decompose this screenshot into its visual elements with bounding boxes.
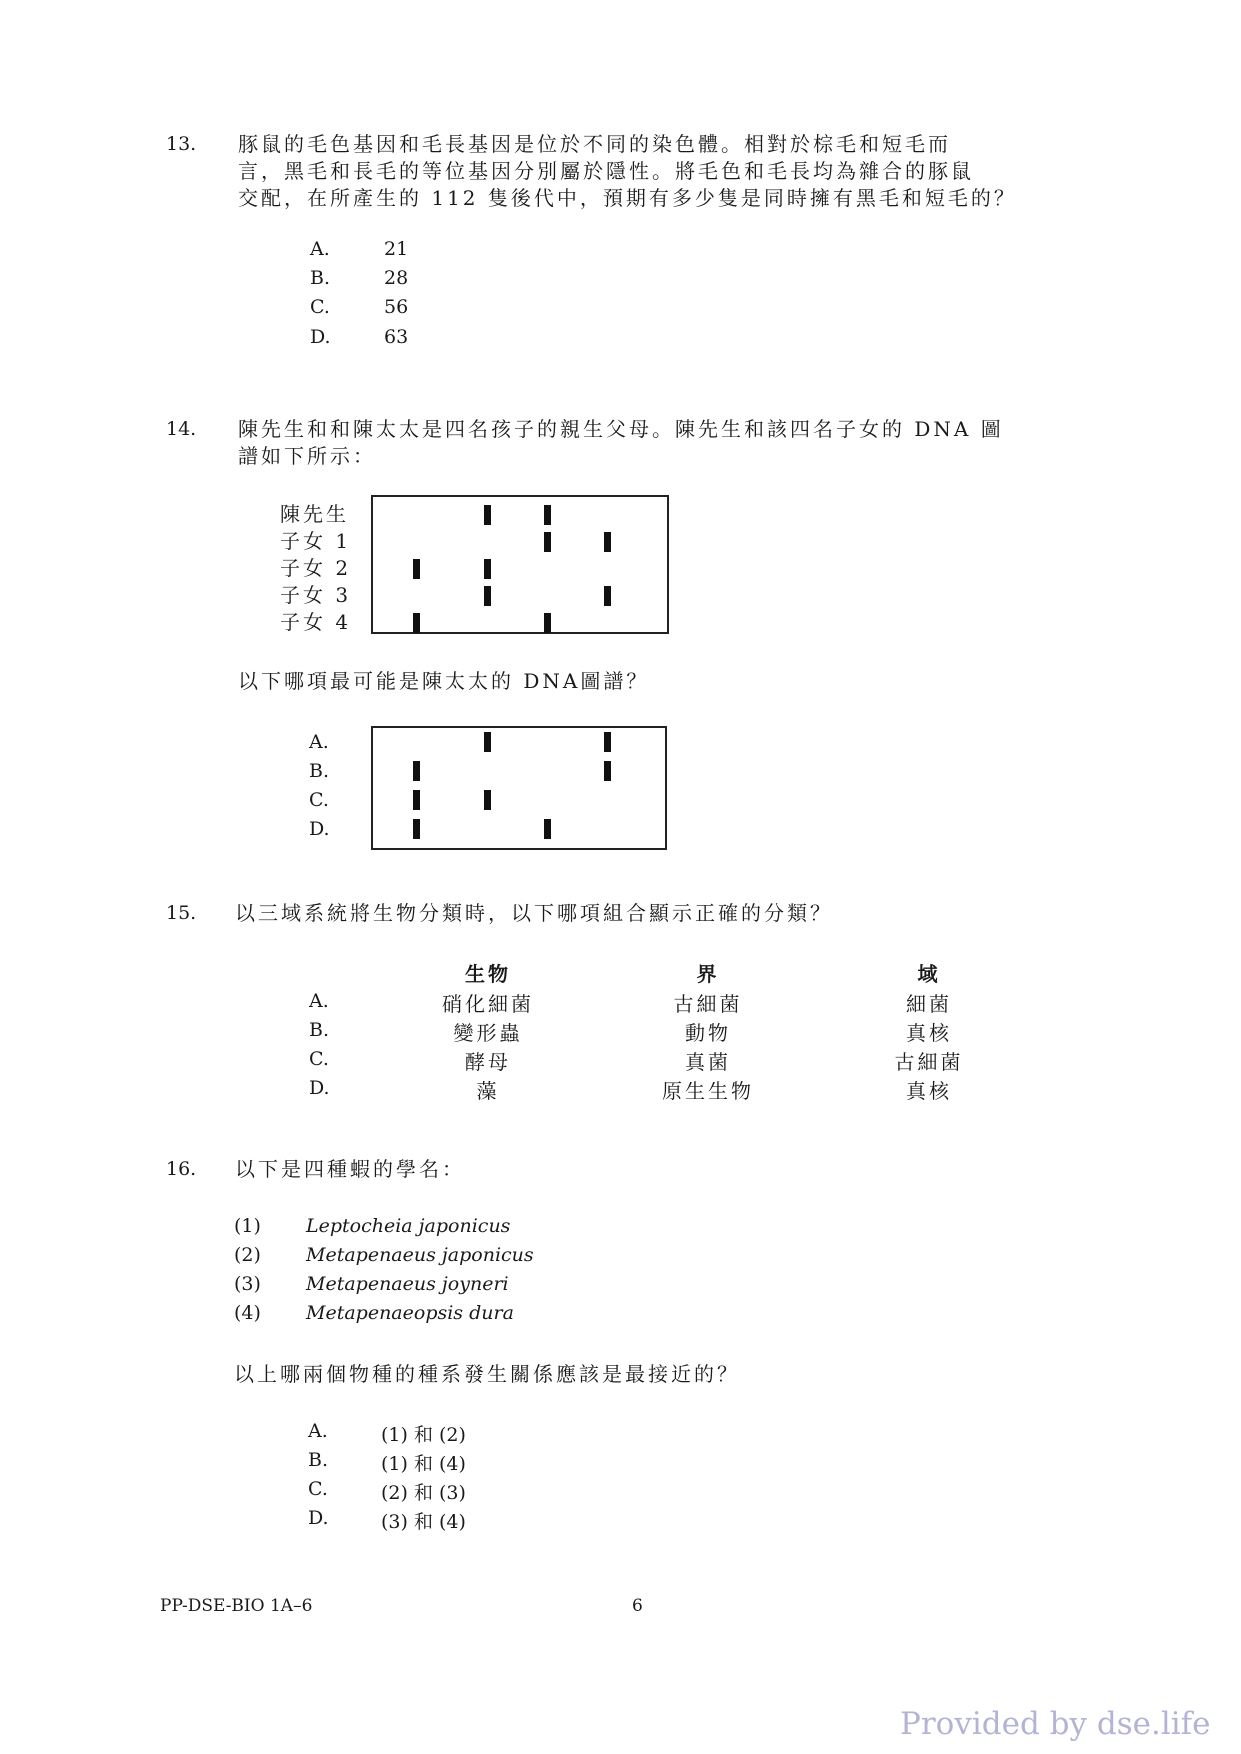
q16-option-c-value: (2) 和 (3): [381, 1482, 466, 1504]
dna-profile-gel: [371, 495, 669, 634]
gel-row-label: 子女 4: [280, 610, 352, 634]
q14-option-label: A.: [309, 731, 329, 753]
q15-cell: 酵母: [465, 1050, 511, 1074]
gel-row-label: 陳先生: [280, 502, 349, 526]
q15-cell: 原生生物: [662, 1079, 754, 1103]
q16-option-b-value: (1) 和 (4): [381, 1453, 466, 1475]
q13-text-line-2: 言，黑毛和長毛的等位基因分別屬於隱性。將毛色和毛長均為雜合的豚鼠: [238, 159, 974, 183]
q13-number: 13.: [166, 133, 197, 155]
species-number: (2): [234, 1244, 261, 1266]
species-name: Metapenaeus japonicus: [306, 1244, 534, 1266]
dna-band: [413, 613, 420, 633]
q15-text: 以三域系統將生物分類時，以下哪項組合顯示正確的分類？: [235, 901, 833, 925]
q15-row-label: A.: [309, 990, 329, 1012]
dna-band: [484, 732, 491, 752]
dna-band: [484, 790, 491, 810]
q15-cell: 硝化細菌: [442, 992, 534, 1016]
q16-option-c-label: C.: [308, 1478, 328, 1500]
dna-options-gel: [371, 726, 667, 850]
q16-prompt: 以上哪兩個物種的種系發生關係應該是最接近的？: [234, 1362, 740, 1386]
dna-band: [544, 532, 551, 552]
paper-code: PP-DSE-BIO 1A–6: [160, 1596, 313, 1616]
q15-cell: 古細菌: [673, 992, 743, 1016]
species-name: Metapenaeus joyneri: [306, 1273, 509, 1295]
dna-band: [604, 586, 611, 606]
page-number: 6: [632, 1596, 643, 1616]
q13-option-d-value: 63: [384, 326, 409, 348]
species-name: Leptocheia japonicus: [306, 1215, 511, 1237]
q14-text-line-2: 譜如下所示：: [238, 444, 376, 468]
species-name: Metapenaeopsis dura: [306, 1302, 514, 1324]
q15-header-kingdom: 界: [696, 962, 720, 986]
species-number: (1): [234, 1215, 261, 1237]
q13-option-d-label: D.: [310, 326, 331, 348]
dna-band: [544, 819, 551, 839]
species-number: (4): [234, 1302, 261, 1324]
dna-band: [413, 819, 420, 839]
q14-option-label: C.: [309, 789, 329, 811]
q13-option-b-value: 28: [384, 267, 409, 289]
dna-band: [413, 761, 420, 781]
q16-number: 16.: [166, 1158, 197, 1180]
q16-option-a-value: (1) 和 (2): [381, 1424, 466, 1446]
dna-band: [484, 559, 491, 579]
q15-header-organism: 生物: [465, 962, 511, 986]
q15-cell: 細菌: [906, 992, 952, 1016]
dna-band: [484, 505, 491, 525]
q13-text-line-3: 交配，在所產生的 112 隻後代中，預期有多少隻是同時擁有黑毛和短毛的？: [238, 186, 1017, 210]
q16-option-a-label: A.: [308, 1420, 328, 1442]
q13-option-b-label: B.: [310, 267, 331, 289]
q14-option-label: B.: [309, 760, 330, 782]
q15-cell: 變形蟲: [453, 1021, 523, 1045]
q16-option-d-label: D.: [308, 1507, 329, 1529]
dna-band: [544, 505, 551, 525]
q16-option-d-value: (3) 和 (4): [381, 1511, 466, 1533]
dna-band: [413, 559, 420, 579]
q15-row-label: D.: [309, 1077, 330, 1099]
q15-row-label: C.: [309, 1048, 329, 1070]
q15-cell: 動物: [685, 1021, 731, 1045]
q14-prompt: 以下哪項最可能是陳太太的 DNA圖譜？: [238, 669, 650, 693]
provider-watermark: Provided by dse.life: [900, 1706, 1211, 1742]
dna-band: [484, 586, 491, 606]
q16-text: 以下是四種蝦的學名：: [235, 1157, 465, 1181]
q15-cell: 古細菌: [894, 1050, 964, 1074]
q15-row-label: B.: [309, 1019, 330, 1041]
dna-band: [604, 732, 611, 752]
q14-text-line-1: 陳先生和和陳太太是四名孩子的親生父母。陳先生和該四名子女的 DNA 圖: [238, 417, 1004, 441]
q16-option-b-label: B.: [308, 1449, 329, 1471]
q13-text-line-1: 豚鼠的毛色基因和毛長基因是位於不同的染色體。相對於棕毛和短毛而: [238, 132, 951, 156]
q15-number: 15.: [166, 902, 197, 924]
gel-row-label: 子女 3: [280, 583, 352, 607]
q13-option-c-value: 56: [384, 296, 409, 318]
q13-option-a-value: 21: [384, 238, 409, 260]
dna-band: [413, 790, 420, 810]
q15-header-domain: 域: [917, 962, 941, 986]
q15-cell: 真核: [906, 1021, 952, 1045]
q13-option-a-label: A.: [310, 238, 330, 260]
q15-cell: 真菌: [685, 1050, 731, 1074]
q14-option-label: D.: [309, 818, 330, 840]
q15-cell: 真核: [906, 1079, 952, 1103]
species-number: (3): [234, 1273, 261, 1295]
q13-option-c-label: C.: [310, 296, 330, 318]
dna-band: [544, 613, 551, 633]
dna-band: [604, 532, 611, 552]
dna-band: [604, 761, 611, 781]
gel-row-label: 子女 2: [280, 556, 352, 580]
q15-cell: 藻: [476, 1079, 500, 1103]
gel-row-label: 子女 1: [280, 529, 352, 553]
q14-number: 14.: [166, 418, 197, 440]
